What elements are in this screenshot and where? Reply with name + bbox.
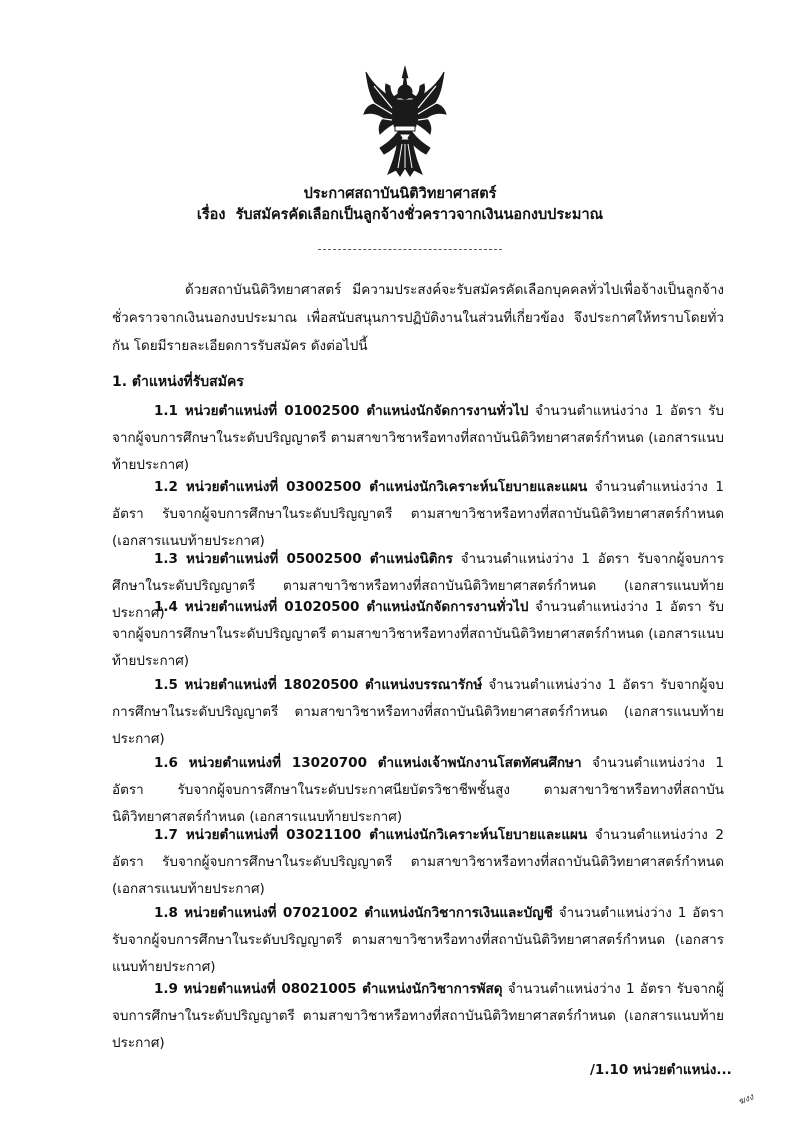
position-lead: 1.9 หน่วยตำแหน่งที่ 08021005 ตำแหน่งนักวิชาการพัสดุ	[154, 981, 503, 997]
position-detail: จำนวนตำแหน่งว่าง 1 อัตรา รับจากผู้จบการศึกษาในระดับปริญญาตรี ตามสาขาวิชาหรือทางที่สถาบันนิติวิทยาศาสตร์กำหนด (เอกสารแนบท้ายประกาศ)	[112, 905, 724, 975]
handwritten-mark: ฆงง	[737, 1092, 756, 1108]
page-continuation: /1.10 หน่วยตำแหน่ง...	[590, 1062, 732, 1078]
subject-prefix: เรื่อง	[196, 207, 226, 223]
position-item	[112, 900, 724, 981]
garuda-emblem-icon	[362, 64, 448, 178]
announcement-title: ประกาศสถาบันนิติวิทยาศาสตร์	[303, 186, 497, 202]
position-lead: 1.1 หน่วยตำแหน่งที่ 01002500 ตำแหน่งนักจัดการงานทั่วไป	[154, 403, 529, 419]
section-heading: 1. ตำแหน่งที่รับสมัคร	[112, 374, 244, 390]
position-detail: จำนวนตำแหน่งว่าง 1 อัตรา รับจากผู้จบการศึกษาในระดับปริญญาตรี ตามสาขาวิชาหรือทางที่สถาบันนิติวิทยาศาสตร์กำหนด (เอกสารแนบท้ายประกาศ)	[112, 551, 725, 621]
position-lead: 1.8 หน่วยตำแหน่งที่ 07021002 ตำแหน่งนักวิชาการเงินและบัญชี	[154, 905, 553, 921]
position-item	[112, 398, 724, 479]
position-detail: จำนวนตำแหน่งว่าง 1 อัตรา รับจากผู้จบการศึกษาในระดับประกาศนียบัตรวิชาชีพชั้นสูง ตามสาขาวิชาหรือทางที่สถาบันนิติวิทยาศาสตร์กำหนด (เอกสารแนบท้ายประกาศ)	[112, 755, 724, 825]
position-detail: จำนวนตำแหน่งว่าง 1 อัตรา รับจากผู้จบการศึกษาในระดับปริญญาตรี ตามสาขาวิชาหรือทางที่สถาบันนิติวิทยาศาสตร์กำหนด (เอกสารแนบท้ายประกาศ)	[112, 981, 724, 1051]
position-item	[112, 750, 724, 831]
position-detail: จำนวนตำแหน่งว่าง 2 อัตรา รับจากผู้จบการศึกษาในระดับปริญญาตรี ตามสาขาวิชาหรือทางที่สถาบันนิติวิทยาศาสตร์กำหนด (เอกสารแนบท้ายประกาศ)	[112, 827, 724, 897]
position-lead: 1.2 หน่วยตำแหน่งที่ 03002500 ตำแหน่งนักวิเคราะห์นโยบายและแผน	[154, 479, 588, 495]
position-lead: 1.4 หน่วยตำแหน่งที่ 01020500 ตำแหน่งนักจัดการงานทั่วไป	[154, 599, 529, 615]
position-item	[112, 672, 724, 753]
position-lead: 1.3 หน่วยตำแหน่งที่ 05002500 ตำแหน่งนิติกร	[154, 551, 453, 567]
title-divider	[318, 249, 502, 250]
position-detail: จำนวนตำแหน่งว่าง 1 อัตรา รับจากผู้จบการศึกษาในระดับปริญญาตรี ตามสาขาวิชาหรือทางที่สถาบันนิติวิทยาศาสตร์กำหนด (เอกสารแนบท้ายประกาศ)	[112, 403, 724, 473]
position-item	[112, 594, 724, 675]
position-lead: 1.6 หน่วยตำแหน่งที่ 13020700 ตำแหน่งเจ้าพนักงานโสตทัศนศึกษา	[154, 755, 582, 771]
position-detail: จำนวนตำแหน่งว่าง 1 อัตรา รับจากผู้จบการศึกษาในระดับปริญญาตรี ตามสาขาวิชาหรือทางที่สถาบันนิติวิทยาศาสตร์กำหนด (เอกสารแนบท้ายประกาศ)	[112, 599, 724, 669]
announcement-subject	[0, 205, 800, 225]
position-item	[112, 822, 724, 903]
position-item	[112, 474, 724, 555]
position-item	[112, 976, 724, 1057]
position-lead: 1.5 หน่วยตำแหน่งที่ 18020500 ตำแหน่งบรรณารักษ์	[154, 677, 483, 693]
subject-text: รับสมัครคัดเลือกเป็นลูกจ้างชั่วคราวจากเงินนอกงบประมาณ	[235, 207, 604, 223]
position-detail: จำนวนตำแหน่งว่าง 1 อัตรา รับจากผู้จบการศึกษาในระดับปริญญาตรี ตามสาขาวิชาหรือทางที่สถาบันนิติวิทยาศาสตร์กำหนด (เอกสารแนบท้ายประกาศ)	[112, 677, 725, 747]
position-lead: 1.7 หน่วยตำแหน่งที่ 03021100 ตำแหน่งนักวิเคราะห์นโยบายและแผน	[154, 827, 588, 843]
intro-paragraph: ด้วยสถาบันนิติวิทยาศาสตร์ มีความประสงค์จะรับสมัครคัดเลือกบุคคลทั่วไปเพื่อจ้างเป็นลูกจ้างชั่วคราวจากเงินนอกงบประมาณ เพื่อสนับสนุนการปฏิบัติงานในส่วนที่เกี่ยวข้อง จึงประกาศให้ทราบโดยทั่วกัน โดยมีรายละเอียดการรับสมัคร ดังต่อไปนี้	[112, 282, 724, 354]
position-detail: จำนวนตำแหน่งว่าง 1 อัตรา รับจากผู้จบการศึกษาในระดับปริญญาตรี ตามสาขาวิชาหรือทางที่สถาบันนิติวิทยาศาสตร์กำหนด (เอกสารแนบท้ายประกาศ)	[112, 479, 724, 549]
